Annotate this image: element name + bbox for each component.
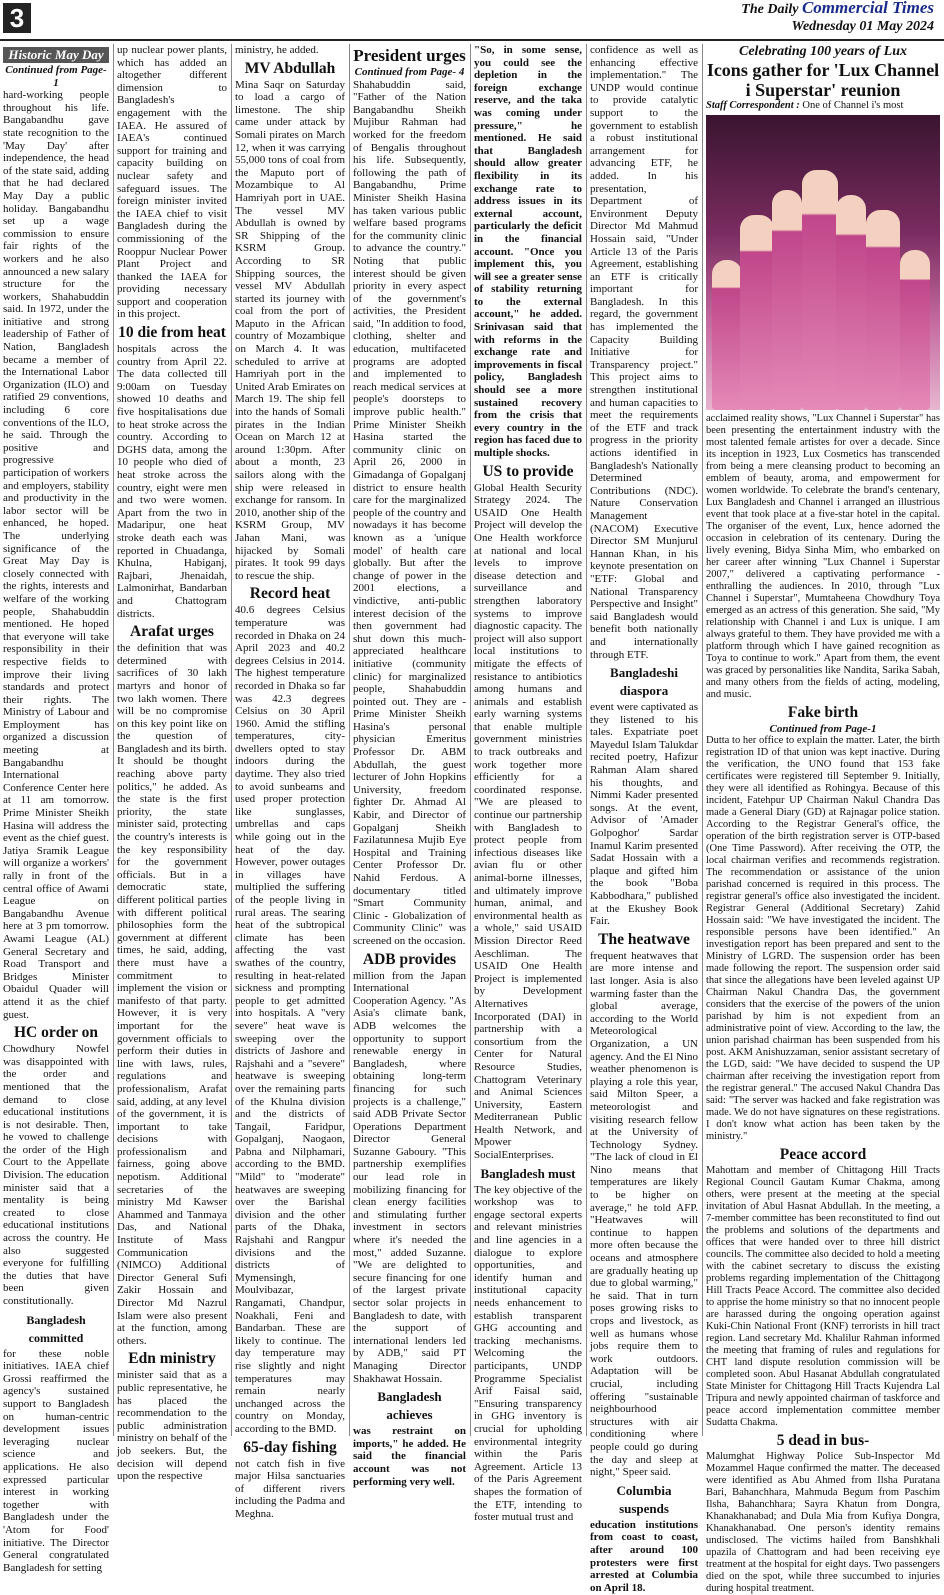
header-rule [0, 39, 944, 41]
column-4 [353, 44, 466, 1488]
page-header [0, 0, 944, 40]
headline-bangladesh-achieves: Bangladesh achieves [377, 1389, 442, 1423]
article-body: The key objective of the workshop was to engage sectoral experts and relevant ministries and line agencies in a dialogue to explore opportunities, and identify human and institutional capacity needs enhancement to establish transparent GHG accounting and tracking mechanisms. Welcoming the participants, UNDP Programme Specialist Arif Faisal said, "Ensuring transparency in GHG inventory is crucial for upholding environmental integrity within the Paris Agreement. Article 13 of the Paris Agreement shapes the formation of the ETF, intending to foster mutual trust and [474, 1183, 582, 1524]
column-divider [113, 44, 114, 1436]
article-body: minister said that as a public representative, he has placed the recommendation to the public administration ministry on behalf of the job seekers. But, the decision will depend upon the respective [117, 1369, 227, 1483]
lux-superstars-photo [706, 115, 940, 410]
headline-arafat-urges: Arafat urges [130, 623, 214, 641]
article-body: Dutta to her office to explain the matter. Later, the birth registration ID of that union was kept inactive. During the verification, the UNO found that 153 fake certificates were registered till September 9. Initially, they were all identified as Rohingya. Because of this incident, Fatehpur UP Chairman Nakul Chandra Das made a General Diary (GD) at Rajnagar police station. According to the Registrar General's office, the operation of the birth registration server is OTP-based (One Time Password). After receiving the OTP, the local chairman verifies and recommends registration. The recommendation or assistance of the union parishad concerned is required in this process. The registrar general's office also investigated the incident. Registrar General (Additional Secretary) Zahid Hossain said: "We have investigated the incident. The responsible persons have been identified." An investigation report has been prepared and sent to the Ministry of LGRD. The suspension order has been made following the report. The suspension order said that since the allegations have been leveled against UP Chairman Nakul Chandra Das, the government considers that the exercise of the powers of the union parishad by him is not expedient from an administrative point of view. According to the law, the union parishad chairman has been suspended from his post. AKM Anishuzzaman, senior assistant secretary of the LGD, said: "We have decided to suspend the UP chairman after receiving the investigation report from the registrar general." The accused Nakul Chandra Das said: "The server was hacked and fake registration was made. We do not have signatures on these registrations. I don't know what action has been taken by the ministry." [706, 735, 940, 1142]
masthead [741, 0, 934, 35]
column-7 [706, 44, 940, 1594]
headline-5-dead-in-bus: 5 dead in bus- [776, 1432, 870, 1449]
column-5 [474, 44, 582, 1524]
column-divider [586, 44, 587, 1436]
article-body: "So, in some sense, you could see the depletion in the foreign exchange reserve, and the taka was coming under pressure," he mentioned. He said that Bangladesh should allow greater flexibility in its exchange rate to address issues in its external account, particularly the deficit in the financial account. "Once you implement this, you will see a greater sense of stability returning to the external account," he added. Srinivasan said that with reforms in the exchange rate and improvements in fiscal policy, Bangladesh should see a more sustained recovery from the crisis that every country in the region has faced due to multiple shocks. [474, 44, 582, 459]
article-body: up nuclear power plants, which has added an altogether different dimension to Bangladesh's engagement with the IAEA. He assured of IAEA's continued support for training and capacity building on nuclear safety and safeguard issues. The foreign minister invited the IAEA chief to visit Bangladesh during the commissioning of the Rooppur Nuclear Power Plant Project and thanked the IAEA for providing necessary support and cooperation in this project. [117, 44, 227, 321]
continued-note: Continued from Page- 4 [354, 66, 465, 78]
column-divider [231, 44, 232, 1436]
headline-10-die-from-heat: 10 die from heat [118, 324, 226, 342]
article-lead: One of Channel i's most [802, 100, 904, 111]
column-3 [235, 44, 345, 1520]
article-body: event were captivated as they listened to his tales. Expatriate poet Mayedul Islam Talukdar recited poetry, Hafizur Rahman Alam shared his thoughts, and Nimmi Kader presented songs. At the event, Advisor of 'Amader Golpoghor' Sardar Inamul Karim presented Sadat Hossain with a plaque and gifted him the book "Boba Kabbodhara," published at the Ekushey Book Fair. [590, 701, 698, 928]
headline-adb-provides: ADB provides [362, 950, 457, 968]
headline-columbia-suspends: Columbia suspends [616, 1482, 672, 1516]
page-number: 3 [3, 3, 31, 33]
headline-record-heat: Record heat [249, 585, 331, 603]
article-body: Global Health Security Strategy 2024. The USAID One Health Project will develop the One Health workforce at national and local levels to improve disease detection and surveillance and strengthen laboratory systems to improve diagnostic capacity. The project will also support local institutions to mitigate the effects of resistance to antibiotics among humans and animals and establish early warning systems that enable multiple government ministries to track outbreaks and work together more efficiently for a coordinated response. "We are pleased to continue our partnership with Bangladesh to protect people from infectious diseases like avian flu or other animal-borne illnesses, and ultimately improve human, animal, and environmental health as a whole," said USAID Mission Director Reed Aeschliman. The USAID One Health Project is implemented by Development Alternatives Incorporated (DAI) in partnership with a consortium from the Center for Natural Resource Studies, Chattogram Veterinary and Animal Sciences University, Eastern Mediterranean Public Health Network, and Mpower SocialEnterprises. [474, 481, 582, 1162]
headline-us-to-provide: US to provide [482, 462, 574, 480]
article-body: the definition that was determined with sacrifices of 30 lakh martyrs and honor of two lakh women. There will be no compromise on this key point like on the question of Bangladesh and its birth. It should be thought reaching above party politics," he added. As the state is the first priority, the state minister said, protecting the country's interests is the key responsibility for the government officials. But in a democratic state, different political parties with different political philosophies form the government at different times, he said, adding, there must have a commitment to implement the vision or manifesto of that party. However, it is very important for the government officials to perform their duties in line with laws, rules, regulations and professionalism, Arafat said, adding, at any level of the government, it is important to take decisions with professionalism and fairness, going above nepotism. Additional secretaries of the ministry Md Kawser Ahammed and Tanmaya Das, and National Institute of Mass Communication (NIMCO) Additional Director General Sufi Zakir Hossain and Director Md Nazrul Islam were also present at the function, among others. [117, 642, 227, 1347]
byline: Staff Correspondent : [706, 100, 800, 111]
article-body: education institutions from coast to coast, after around 100 protesters were first arrested at Columbia on April 18. [590, 1518, 698, 1594]
issue-date: Wednesday 01 May 2024 [791, 19, 934, 34]
article-body: for these noble initiatives. IAEA chief Grossi reaffirmed the agency's sustained support to Bangladesh on human-centric development issues leveraging nuclear science and applications. He also expressed particular interest in working together with Bangladesh under the 'Atom for Food' initiative. The Director General congratulated Bangladesh for setting [3, 1347, 109, 1574]
headline-lux-reunion: Icons gather for 'Lux Channel i Superstar' reunion [706, 60, 940, 100]
article-body: hospitals across the country from April 22. The data collected till 9:00am on Tuesday showed 10 deaths and five hospitalisations due to heat stroke across the country. According to DGHS data, among the 10 people who died of heat stroke across the country, eight were men and two were women. Apart from the two in Madaripur, one heat stroke death each was reported in Chuadanga, Khulna, Habiganj, Rajbari, Jhenaidah, Lalmonirhat, Bandarban and Chattogram districts. [117, 343, 227, 620]
headline-fake-birth: Fake birth [787, 704, 859, 721]
article-body: Mina Saqr on Saturday to load a cargo of limestone. The ship came under attack by Somali pirates on March 12, when it was carrying 55,000 tons of coal from the Maputo port of Mozambique to Al Hamriyah port in UAE. The vessel MV Abdullah is owned by SR Shipping of the KSRM Group. According to SR Shipping sources, the vessel MV Abdullah started its journey with coal from the port of Maputo in the African country of Mozambique on March 4. It was scheduled to arrive at Hamriyah port in the United Arab Emirates on March 19. The ship fell into the hands of Somali pirates in the Indian Ocean on March 12 at around 1:30pm. After about a month, 23 sailors along with the ship were released in exchange for ransom. In 2010, another ship of the KSRM Group, MV Jahan Mani, was hijacked by Somali pirates. It took 99 days to rescue the ship. [235, 78, 345, 582]
headline-bangladesh-committed: Bangladesh committed [26, 1312, 86, 1345]
headline-the-heatwave: The heatwave [598, 930, 690, 948]
headline-edn-ministry: Edn ministry [128, 1350, 216, 1368]
article-body: ministry, he added. [235, 44, 319, 56]
headline-65-day-fishing: 65-day fishing [243, 1438, 337, 1456]
column-divider [349, 44, 350, 1436]
headline-bangladeshi-diaspora: Bangladeshi diaspora [610, 665, 678, 699]
article-body: Malumghat Highway Police Sub-Inspector Md Mozammel Haque confirmed the matter. The deceased were identified as Abu Ahmed from Ilsha Puratana Bari, Bahanchhara, Mahmuda Begum from Paschim Ilsha, Bahanchhara; Sayra Khatun from Dongra, Khanakhanabad; and Dula Mia from Kufiya Dongra, Khanakhanabad. One person's identity remains undisclosed. The victims hailed from Banshkhali upazila of Chattogram and had been receiving eye treatment at the hospital for eight days. Two passengers died on the spot, while three succumbed to injuries during hospital treatment. [706, 1451, 940, 1594]
article-body: Shahabuddin said, "Father of the Nation Bangabandhu Sheikh Mujibur Rahman had worked for the freedom of Bengalis throughout his life. Subsequently, following the path of Bangabandhu, Prime Minister Sheikh Hasina has taken various public welfare based programs for the community clinic to advance the country." Noting that public interest should be given priority in every aspect of the government's activities, the President said, "In addition to food, clothing, shelter and education, multifaceted programs are adopted and implemented to reach medical services at people's doorsteps to improve public health." Prime Minister Sheikh Hasina started the community clinic on April 26, 2000 in Gimadanga of Gopalganj district to ensure health care for the marginalized people of the country and nowadays it has become known as a 'unique model' of health care globally. But after the change of power in the 2001 elections, a vindictive, anti-public interest decision of the then government had shut down this much-appreciated healthcare initiative (community clinic) for marginalized people, Shahabuddin pointed out. They are - Prime Minister Sheikh Hasina's personal physician Emeritus Professor Dr. ABM Abdullah, the guest lecturer of John Hopkins University, freedom fighter Dr. Ahmad Al Kabir, and Director of Gopalganj Sheikh Fazilatunnesa Mujib Eye Hospital and Training Center Professor Dr. Nahid Ferdous. A documentary titled "Smart Community Clinic - Globalization of Community Clinic" was screened on the occasion. [353, 78, 466, 947]
column-divider [470, 44, 471, 1436]
headline-peace-accord: Peace accord [779, 1146, 867, 1163]
column-2 [117, 44, 227, 1483]
headline-mv-abdullah: MV Abdullah [244, 59, 336, 77]
headline-historic-may-day: Historic May Day [3, 47, 109, 63]
column-divider [702, 44, 703, 1436]
continued-note: Continued from Page-1 [5, 64, 107, 89]
article-body: frequent heatwaves that are more intense and last longer. Asia is also warming faster than the global average, according to the World Meteorological Organization, a UN agency. And the El Nino weather phenomenon is playing a role this year, said Milton Speer, a meteorologist and visiting research fellow at the University of Technology Sydney. "The lack of cloud in El Nino means that temperatures are likely to be higher on average," he told AFP. "Heatwaves will continue to happen more often because the oceans and atmosphere are gradually heating up due to global warming," he said. That in turn poses growing risks to crops and livestock, as well as humans whose jobs require them to work outdoors. Adaptation will be crucial, including offering "sustainable neighbourhood structures with air conditioning where people could go during the day and sleep at night," Speer said. [590, 949, 698, 1479]
kicker: Celebrating 100 years of Lux [739, 44, 907, 59]
article-body: Mahottam and member of Chittagong Hill Tracts Regional Council Gautam Kumar Chakma, among others, were present at the meeting at the special invitation of Abul Hasnat Abdullah. In the meeting, a 7-member committee has been reconstituted to find out the problems and solutions of the departments and offices that were handed over to three hill district councils. The committee also decided to hold a meeting with the cabinet secretary to discuss the existing problems regarding implementation of the Chittagong Hill Tracts Peace Accord. The committee also decided to apprise the home ministry so that no innocent people are harassed during the ongoing operation against Kuki-Chin National Front (KNF) terrorists in hill tract region. Land secretary Md. Khalilur Rahman informed the meeting that framing of rules and regulations for CHT land dispute resolution commission will be completed soon. Abul Hasanat Abdullah congratulated State Minister for Chittagong Hill Tracts Kujendra Lal Tripura and newly appointed chairman of taskforce and peace accord implementation committee member Sudatta Chakma. [706, 1165, 940, 1428]
continued-note: Continued from Page-1 [769, 723, 877, 735]
masthead-brand: Commercial Times [801, 0, 934, 17]
article-body: 40.6 degrees Celsius temperature was recorded in Dhaka on 24 April 2023 and 40.2 degrees Celsius in 2014. The highest temperature recorded in Dhaka so far was 42.3 degrees Celsius on 30 April 1960. Amid the stifling temperatures, city-dwellers opted to stay indoors during the daytime. They also tried to avoid sunbeams and used proper protection like sunglasses, umbrellas and caps while going out in the heat of the day. However, power outages in villages have multiplied the suffering of the people living in rural areas. The searing heat of the subtropical climate has been affecting the vast swathes of the country, resulting in heat-related sickness and prompting people to get admitted into hospitals. A "very severe" heat wave is sweeping over the districts of Jashore and Rajshahi and a "severe" heatwave is sweeping over the remaining parts of the Khulna division and the districts of Tangail, Faridpur, Gopalganj, Naogaon, Pabna and Nilphamari, according to the BMD. "Mild" to "moderate" heatwaves are sweeping over the Barishal division and the other parts of the Dhaka, Rajshahi and Rangpur divisions and the districts of Mymensingh, Moulvibazar, Rangamati, Chandpur, Noakhali, Feni and Bandarban. These are likely to continue. The day temperature may rise slightly and night temperatures may remain nearly unchanged across the country on Monday, according to the BMD. [235, 604, 345, 1435]
masthead-prefix: The Daily [741, 2, 799, 17]
article-body: hard-working people throughout his life. Bangabandhu gave state recognition to the 'May Day' after independence, the head of the state said, adding that he had declared May Day a public holiday. Bangabandhu set up a wage commission to ensure fair rights of the workers and he also announced a new salary structure for the workers, Shahabuddin said. In 1972, under the initiative and strong leadership of Father of Nation, Bangladesh became a member of the International Labor Organization (ILO) and ratified 29 conventions, including 6 core conventions of the ILO, he said. Through the positive and progressive participation of workers and employers, stability and productivity in the labor sector will be enhanced, he hoped. The underlying significance of the Great May Day is closely connected with the rights, interests and welfare of the working people, Shahabuddin mentioned. He hoped that everyone will take responsibility in their respective fields to improve their living standards and protect their rights. The Ministry of Labour and Employment has organized a discussion meeting at Bangabandhu International Conference Center here at 11 am tomorrow. Prime Minister Sheikh Hasina will address the event as the chief guest. Jatiya Sramik League will organize a workers' rally in front of the central office of Awami League on Bangabandhu Avenue here at 3 pm tomorrow. Awami League (AL) General Secretary and Road Transport and Bridges Minister Obaidul Quader will attend it as the chief guest. [3, 89, 109, 1021]
headline-hc-order: HC order on [13, 1024, 99, 1042]
headline-bangladesh-must: Bangladesh must [480, 1165, 576, 1181]
column-1 [3, 44, 109, 1574]
article-body: was restraint on imports," he added. He said the financial account was not performing very well. [353, 1425, 466, 1488]
headline-president-urges: President urges [353, 46, 466, 65]
article-body: million from the Japan International Cooperation Agency. "As Asia's climate bank, ADB welcomes the opportunity to support renewable energy in Bangladesh, where obtaining long-term financing for such projects is a challenge," said ADB Private Sector Operations Department Director General Suzanne Gaboury. "This partnership exemplifies our lead role in mobilizing financing for clean energy facilities and stimulating further investment in sectors where it's needed the most," added Suzanne. "We are delighted to secure financing for one of the largest private sector solar projects in Bangladesh to date, with the support of international lenders led by ADB," said PT Managing Director Shakhawat Hossain. [353, 969, 466, 1385]
article-body: Chowdhury Nowfel was disappointed with the order and mentioned that the demand to close educational institutions is not desirable. Then, he vowed to challenge the order of the High Court to the Appellate Division. The education minister said that a mentality is being created to close educational institutions across the country. He also suggested everyone for fulfilling the duties that have been given constitutionally. [3, 1043, 109, 1307]
article-body: acclaimed reality shows, "Lux Channel i Superstar" has been presenting the entertainment industry with the most talented female artistes for over a decade. Since its inception in 1923, Lux Cosmetics has transcended from being a mere cleansing product to becoming an emblem of beauty, aroma, and empowerment for women worldwide. To celebrate the brand's centenary, Lux Bangladesh and Channel i arranged an illustrious event that took place at a five-star hotel in the capital. The organiser of the event, Lux, hence adorned the occasion in celebration of its centenary. During the lively evening, Bidya Sinha Mim, who embarked on her career after winning "Lux Channel i Superstar 2007," delivered a captivating performance - enthralling the audiences. In 2010, through "Lux Channel i Superstar", Mumtaheena Chowdhury Toya emerged as an actress of this generation. She said, "My relationship with Channel i and Lux is unique. I am always grateful to them. They have provided me with a platform through which I have gained recognition as Toya to continue to work." Apart from them, the event was graced by personalities like Nandita, Sarika Sabah, and many others from the fields of acting, modeling, and music. [706, 413, 940, 700]
article-body: not catch fish in five major Hilsa sanctuaries of different rivers including the Padma and Meghna. [235, 1457, 345, 1520]
article-body: confidence as well as enhancing effective implementation." The UNDP would continue to provide catalytic support to the government to establish a robust institutional arrangement for advancing ETF, he added. In his presentation, Department of Environment Deputy Director Md Mahmud Hossain said, "Under Article 13 of the Paris Agreement, establishing an ETF is critically important for Bangladesh. In this regard, the government has implemented the Capacity Building Initiative for Transparency project." This project aims to strengthen institutional and human capacities to meet the requirements of the ETF and track progress in the priority actions identified in Bangladesh's Nationally Determined Contributions (NDC). Nature Conservation Management (NACOM) Executive Director SM Munjurul Hannan Khan, in his keynote presentation on "ETF: Global and National Transparency Perspective and Insight" said Bangladesh would benefit both nationally and internationally through ETF. [590, 44, 698, 661]
column-6 [590, 44, 698, 1594]
